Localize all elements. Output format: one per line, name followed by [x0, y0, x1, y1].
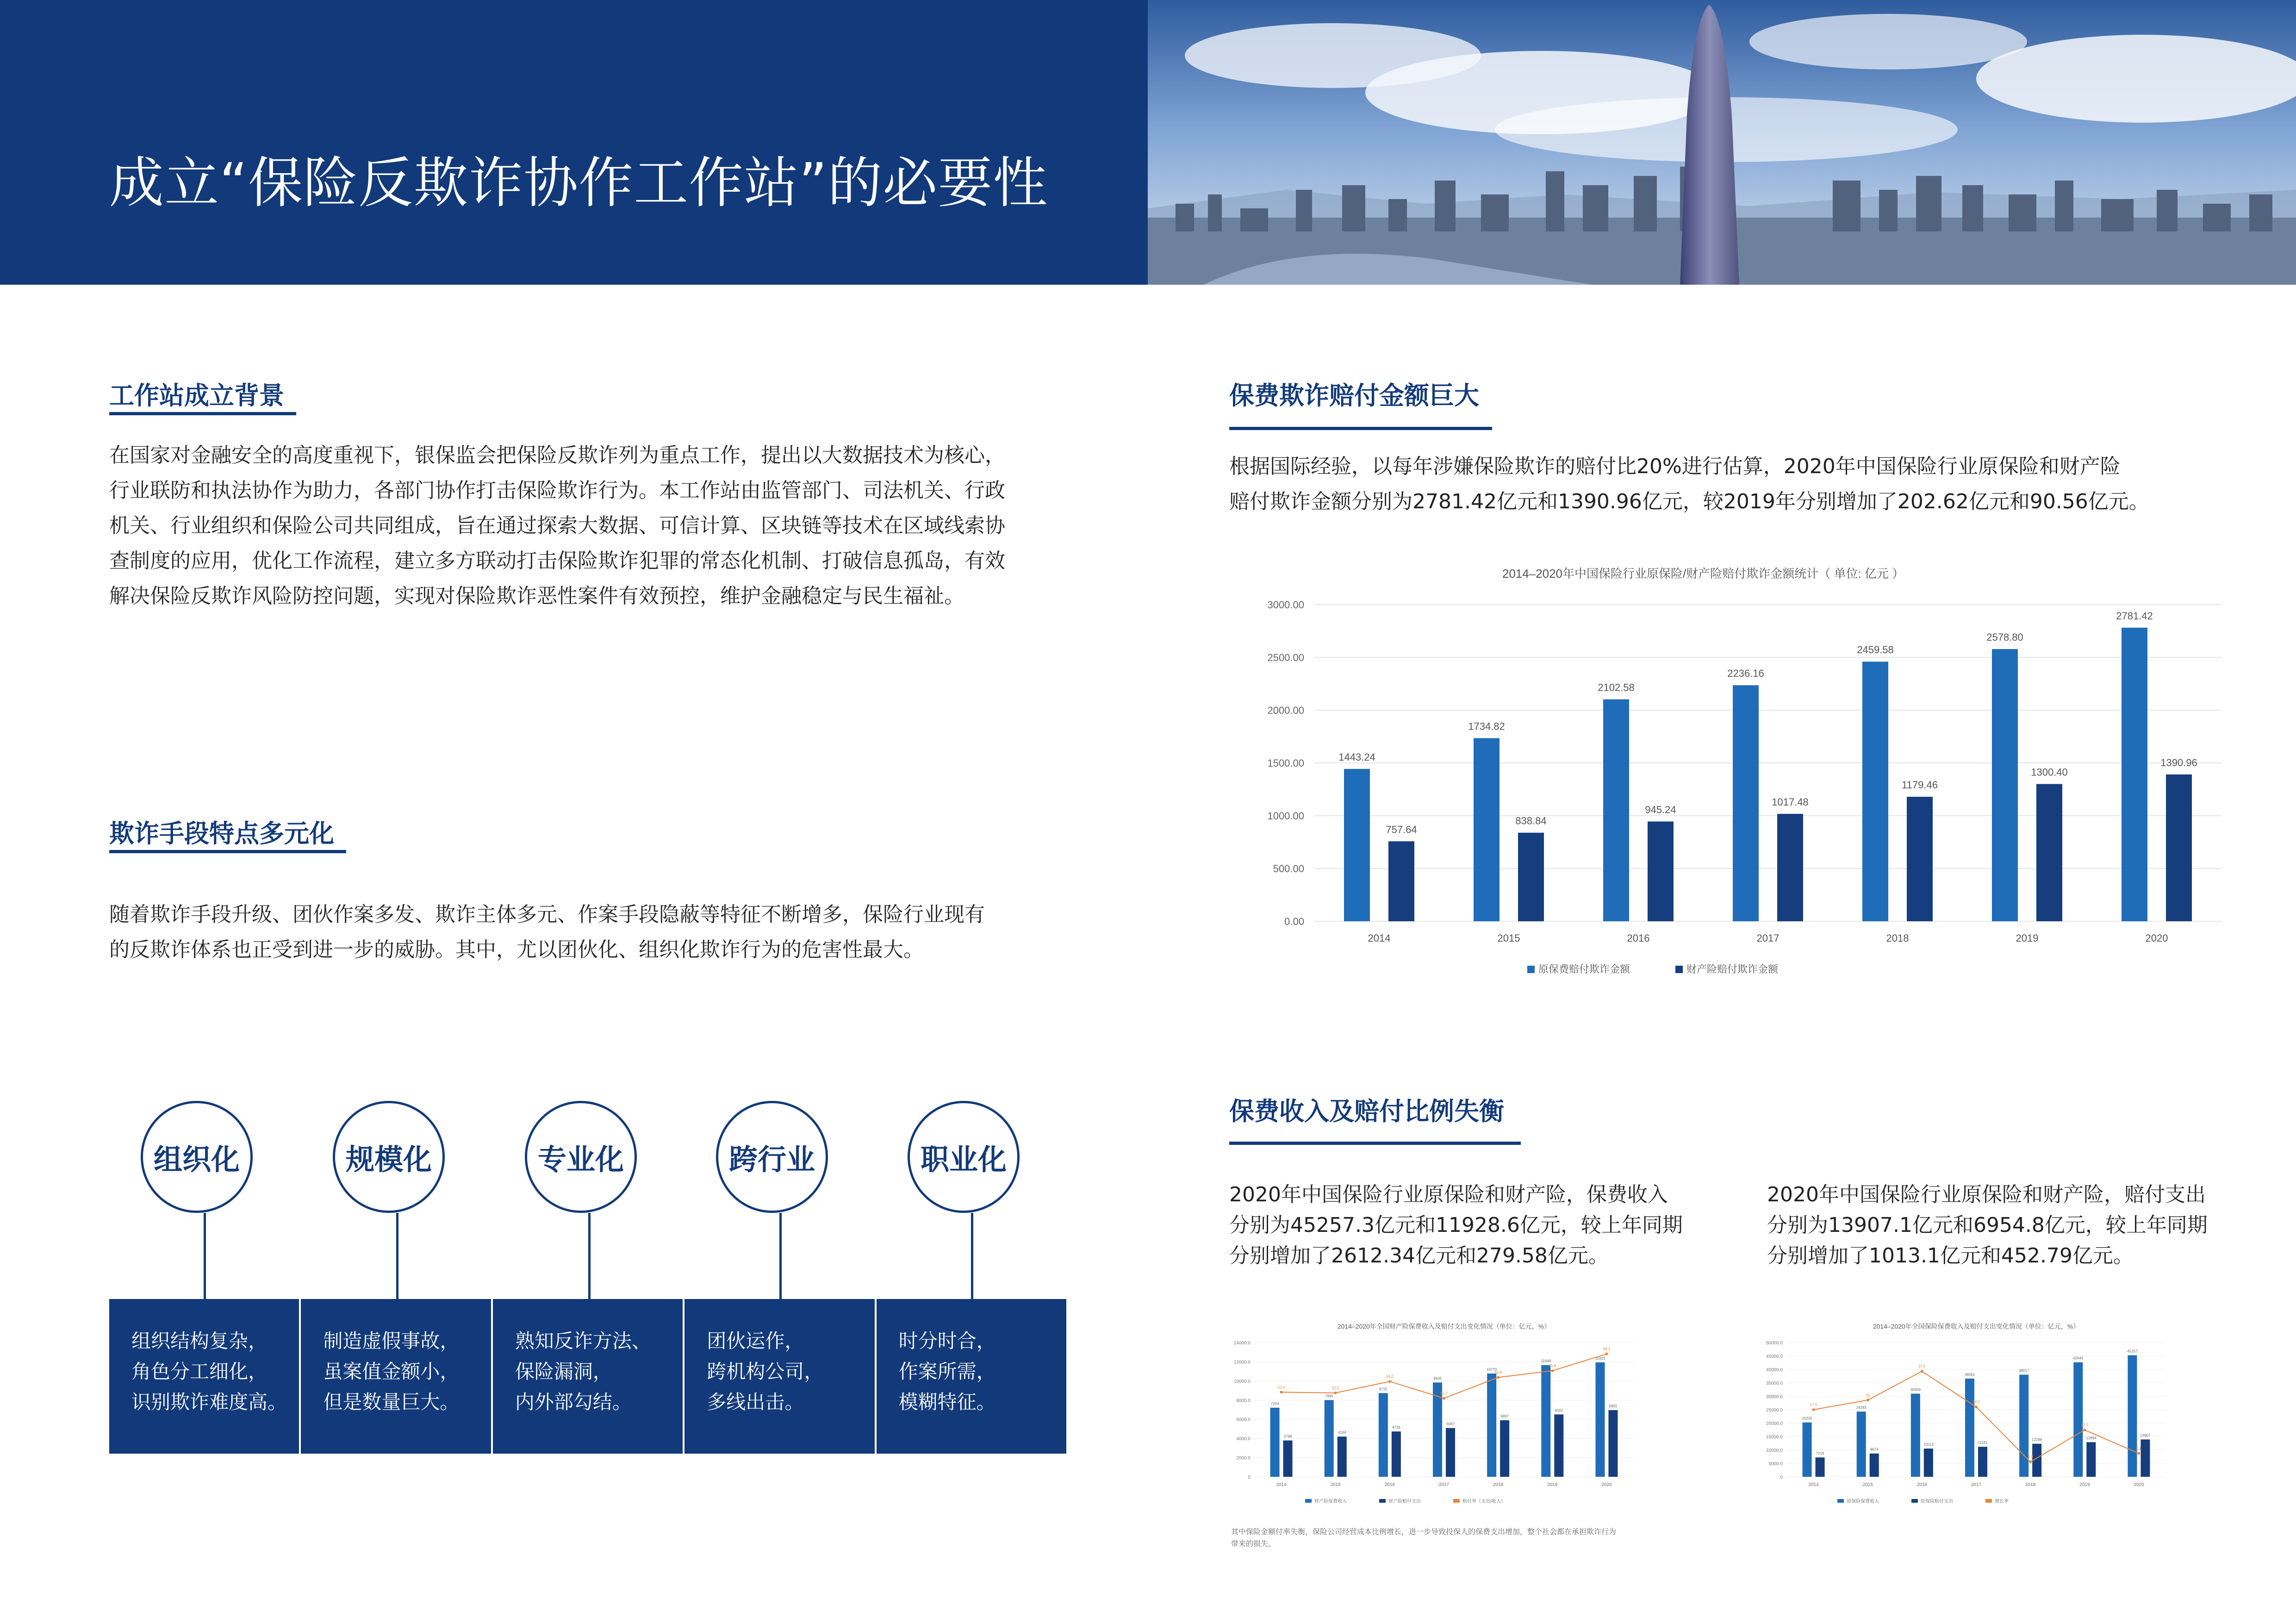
bar-property [1907, 797, 1933, 921]
y-tick-label: 12000.0 [1233, 1360, 1251, 1365]
section-rule [1229, 427, 1492, 430]
bar-payout [1554, 1414, 1563, 1477]
original-insurance-chart [1754, 1315, 2198, 1518]
legend-swatch [1985, 1499, 1992, 1503]
x-tick-label: 2020 [2145, 932, 2168, 944]
y-tick-label: 6000.0 [1236, 1417, 1251, 1423]
rate-point [1388, 1380, 1391, 1383]
rate-label: 54.2 [1386, 1374, 1394, 1379]
data-label: 45257 [2127, 1349, 2138, 1354]
bar-property [1388, 841, 1414, 921]
x-tick-label: 2014 [1276, 1482, 1287, 1487]
section-title-amount: 保费欺诈赔付金额巨大 [1229, 381, 1479, 410]
imbalance-note: 其中保险金额付率失衡，保险公司经营成本比例增长，进一步导致投保人的保费支出增加，整个社会都在承担欺诈行为 带来的损失。 [1231, 1527, 1617, 1548]
y-tick-label: 4000.0 [1236, 1437, 1251, 1442]
x-tick-label: 2020 [2134, 1482, 2144, 1487]
rate-point [2029, 1461, 2032, 1463]
data-label: 757.64 [1386, 824, 1417, 836]
data-label: 8725 [1379, 1387, 1388, 1392]
y-tick-label: 14000.0 [1233, 1341, 1251, 1346]
rate-point [1867, 1399, 1869, 1401]
legend-label: 原保费赔付欺诈金额 [1538, 963, 1630, 975]
data-label: 5087 [1446, 1422, 1455, 1426]
x-tick-label: 2017 [1971, 1482, 1982, 1487]
bar-payout [2140, 1439, 2150, 1477]
data-label: 30959 [1910, 1387, 1921, 1392]
x-tick-label: 2014 [1368, 932, 1391, 944]
x-tick-label: 2016 [1627, 932, 1650, 944]
data-label: 38017 [2019, 1368, 2029, 1373]
x-tick-label: 2019 [2016, 932, 2039, 944]
rate-label: 52.6 [1277, 1385, 1285, 1390]
x-tick-label: 2018 [1886, 932, 1909, 944]
section-rule [109, 850, 346, 853]
feature-circle-cross-industry: 跨行业 [716, 1101, 828, 1213]
rate-point [1280, 1391, 1283, 1393]
data-label: 42645 [2073, 1356, 2084, 1361]
y-tick-label: 15000.0 [1766, 1435, 1783, 1440]
rate-point [1605, 1353, 1608, 1355]
imbalance-right-paragraph: 2020年中国保险行业原保险和财产险，赔付支出 分别为13907.1亿元和6954.8亿元，较上年同期 分别增加了1013.1亿元和452.79亿元。 [1767, 1183, 2208, 1268]
bar-income [1487, 1374, 1496, 1477]
legend-swatch [1305, 1499, 1312, 1503]
bar-income [1965, 1379, 1974, 1477]
chart-title: 2014–2020年全国保险保费收入及赔付支出变化情况（单位：亿元，%） [1873, 1323, 2080, 1330]
data-label: 4726 [1392, 1425, 1400, 1430]
rate-point [1921, 1370, 1923, 1373]
bar-income [2019, 1375, 2028, 1477]
bar-payout [1870, 1454, 1879, 1477]
data-label: 5897 [1500, 1414, 1509, 1418]
bar-income [1325, 1400, 1334, 1477]
data-label: 36581 [1964, 1372, 1975, 1377]
data-label: 1179.46 [1902, 779, 1938, 791]
x-tick-label: 2015 [1862, 1482, 1873, 1487]
x-tick-label: 2016 [1916, 1482, 1927, 1487]
background-paragraph: 在国家对金融安全的高度重视下，银保监会把保险反欺诈列为重点工作，提出以大数据技术为核心， 行业联防和执法协作为助力，各部门协作打击保险欺诈行为。本工作站由监管部门、司法机关、行政 机关、行业组织和保险公司共同组成，旨在通过探索大数据、可信计算、区块链等技术在区域线索协 查制度的应用，优化工作流程，建立多方联动打击保险欺诈犯罪的常态化机制、打破信息孤岛，有效 解决保险反欺诈风险防控问题，实现对保险欺诈恶性案件有效预控，维护金融稳定与民生福祉。 [109, 443, 1005, 608]
y-tick-label: 3000.00 [1267, 599, 1304, 611]
x-tick-label: 2015 [1497, 932, 1520, 944]
bar-property [2166, 775, 2192, 921]
legend-swatch [1675, 966, 1683, 973]
amount-paragraph: 根据国际经验，以每年涉嫌保险欺诈的赔付比20%进行估算，2020年中国保险行业原保险和财产险 赔付欺诈金额分别为2781.42亿元和1390.96亿元，较2019年分别增加了202.62亿元和90.56亿元。 [1229, 455, 2149, 513]
data-label: 6502 [1555, 1408, 1563, 1413]
rate-point [1812, 1408, 1815, 1411]
rate-label: 17.5 [1810, 1403, 1817, 1407]
feature-circle-scaled: 规模化 [333, 1101, 445, 1213]
bar-income [1803, 1423, 1812, 1477]
x-tick-label: 2015 [1330, 1482, 1341, 1487]
bar-income [1541, 1365, 1550, 1477]
legend-label: 原保险保费收入 [1847, 1499, 1879, 1504]
x-tick-label: 2017 [1438, 1482, 1450, 1487]
bar-property [2036, 784, 2062, 921]
property-insurance-chart [1222, 1315, 1666, 1518]
bar-payout [1283, 1441, 1293, 1477]
fraud-amount-bar-chart [1203, 556, 2268, 1000]
chart-title: 2014–2020年全国财产险保费收入及赔付支出变化情况（单位：亿元，%） [1337, 1323, 1551, 1330]
feature-circle-professional: 专业化 [525, 1101, 637, 1213]
data-label: 1300.40 [2031, 766, 2068, 778]
bar-income [1270, 1408, 1280, 1477]
y-tick-label: 10000.0 [1766, 1448, 1783, 1453]
bar-original [1733, 685, 1759, 921]
feature-desc-scaled: 制造虚假事故， 虽案值金额小， 但是数量巨大。 [301, 1299, 492, 1454]
methods-paragraph: 随着欺诈手段升级、团伙作案多发、欺诈主体多元、作案手段隐蔽等特征不断增多，保险行业现有 的反欺诈体系也正受到进一步的威胁。其中，尤以团伙化、组织化欺诈行为的危害性最大。 [109, 903, 985, 962]
y-tick-label: 0 [1248, 1475, 1251, 1480]
y-tick-label: 0 [1780, 1475, 1783, 1480]
legend-label: 财产险保费收入 [1314, 1499, 1347, 1504]
rate-label: 55.8 [1549, 1363, 1556, 1368]
bar-payout [1978, 1447, 1987, 1477]
rate-label: 52.5 [1332, 1386, 1339, 1390]
data-label: 20235 [1802, 1416, 1812, 1421]
rate-point [1975, 1405, 1978, 1408]
legend-label: 赔付率（支出/收入） [1462, 1499, 1506, 1504]
x-tick-label: 2020 [1601, 1482, 1612, 1487]
y-tick-label: 2000.0 [1236, 1455, 1251, 1461]
rate-label: 51.7 [1440, 1391, 1448, 1396]
legend-swatch [1453, 1499, 1460, 1503]
section-title-imbalance: 保费收入及赔付比例失衡 [1229, 1097, 1504, 1126]
y-tick-label: 45000.0 [1766, 1354, 1783, 1359]
y-tick-label: 10000.0 [1233, 1379, 1251, 1384]
feature-desc-occupational: 时分时合， 作案所需， 模糊特征。 [898, 1330, 996, 1413]
rate-point [2137, 1452, 2140, 1455]
x-tick-label: 2014 [1808, 1482, 1819, 1487]
data-label: 1734.82 [1468, 720, 1505, 732]
data-label: 4194 [1338, 1430, 1346, 1435]
data-label: 24283 [1856, 1405, 1867, 1410]
data-label: 2578.80 [1986, 631, 2023, 643]
data-label: 2781.42 [2116, 610, 2153, 622]
bar-property [1518, 833, 1544, 921]
data-label: 11181 [1978, 1441, 1988, 1445]
x-tick-label: 2019 [2079, 1482, 2090, 1487]
data-label: 8674 [1870, 1447, 1879, 1452]
rate-label: 6.1 [2136, 1446, 2141, 1451]
bar-original [1862, 662, 1888, 921]
rate-point [1334, 1392, 1337, 1394]
data-label: 1390.96 [2160, 756, 2197, 768]
data-label: 7995 [1325, 1394, 1333, 1399]
rate-point [1497, 1376, 1500, 1379]
y-tick-label: 2500.00 [1267, 652, 1304, 663]
section-title-background: 工作站成立背景 [109, 381, 284, 410]
page-title: 成立“保险反欺诈协作工作站”的必要性 [109, 151, 1048, 215]
feature-circle-occupational: 职业化 [908, 1101, 1020, 1213]
connector-line [588, 1213, 591, 1299]
data-label: 945.24 [1645, 804, 1676, 816]
y-tick-label: 30000.0 [1766, 1394, 1783, 1399]
connector-line [204, 1213, 206, 1299]
y-tick-label: 0.00 [1284, 916, 1304, 927]
bar-original [2122, 628, 2147, 921]
y-tick-label: 500.00 [1273, 863, 1304, 874]
bar-payout [1338, 1437, 1347, 1477]
bar-property [1648, 821, 1674, 921]
bar-income [1911, 1393, 1920, 1477]
data-label: 12894 [2086, 1436, 2097, 1441]
data-label: 838.84 [1515, 815, 1547, 827]
rate-label: 12.2 [2081, 1423, 2089, 1427]
y-tick-label: 40000.0 [1766, 1368, 1783, 1373]
rate-label: 3.9 [2028, 1455, 2033, 1459]
rate-label: 58.3 [1603, 1347, 1611, 1351]
data-label: 7203 [1270, 1401, 1279, 1406]
rate-point [2083, 1429, 2086, 1431]
section-title-methods: 欺诈手段特点多元化 [109, 819, 334, 848]
imbalance-left-paragraph: 2020年中国保险行业原保险和财产险，保费收入 分别为45257.3亿元和11928.6亿元，较上年同期 分别增加了2612.34亿元和279.58亿元。 [1229, 1183, 1683, 1268]
data-label: 13907 [2140, 1433, 2151, 1438]
y-tick-label: 20000.0 [1766, 1421, 1783, 1426]
feature-desc-professional: 熟知反诈方法、 保险漏洞， 内外部勾结。 [493, 1299, 684, 1454]
bar-payout [1500, 1420, 1509, 1477]
bar-original [1344, 769, 1370, 921]
y-tick-label: 35000.0 [1766, 1381, 1783, 1386]
legend-label: 财产险赔付支出 [1388, 1499, 1421, 1504]
bar-payout [1446, 1428, 1455, 1477]
legend-swatch [1379, 1499, 1386, 1503]
connector-line [396, 1213, 398, 1299]
feature-description-box [109, 1299, 1066, 1454]
feature-desc-cross-industry: 团伙运作， 跨机构公司， 多线出击。 [684, 1299, 876, 1454]
legend-label: 增长率 [1995, 1499, 2009, 1504]
connector-line [779, 1213, 782, 1299]
bar-payout [2086, 1442, 2096, 1477]
legend-label: 财产险赔付欺诈金额 [1686, 963, 1779, 975]
data-label: 2236.16 [1727, 668, 1764, 680]
bar-property [1777, 814, 1803, 921]
y-tick-label: 8000.0 [1236, 1398, 1251, 1404]
feature-circle-organized: 组织化 [141, 1101, 253, 1213]
y-tick-label: 1000.00 [1267, 810, 1304, 822]
x-tick-label: 2018 [1493, 1482, 1504, 1487]
legend-swatch [1837, 1499, 1844, 1503]
city-skyline-photo [1148, 0, 2296, 285]
legend-label: 原保险赔付支出 [1921, 1499, 1953, 1504]
y-tick-label: 50000.0 [1766, 1341, 1783, 1346]
data-label: 1443.24 [1338, 751, 1375, 763]
chart-title: 2014–2020年中国保险行业原保险/财产险赔付欺诈金额统计（ 单位: 亿元 ） [1502, 567, 1904, 581]
feature-desc-organized: 组织结构复杂， 角色分工细化， 识别欺诈难度高。 [109, 1299, 301, 1454]
data-label: 7216 [1816, 1451, 1824, 1456]
bar-income [1595, 1362, 1605, 1477]
bar-payout [1924, 1449, 1933, 1477]
bar-payout [1392, 1431, 1401, 1477]
connector-line [971, 1213, 973, 1299]
data-label: 11649 [1541, 1359, 1551, 1363]
bar-original [1992, 649, 2018, 921]
x-tick-label: 2018 [2025, 1482, 2036, 1487]
rate-label: 54.8 [1494, 1370, 1502, 1375]
legend-swatch [1527, 966, 1535, 973]
x-tick-label: 2019 [1547, 1482, 1558, 1487]
rate-label: 18.2 [1972, 1400, 1980, 1405]
x-tick-label: 2017 [1756, 932, 1780, 944]
data-label: 11929 [1595, 1356, 1605, 1361]
bar-income [2128, 1355, 2137, 1477]
data-label: 6955 [1609, 1404, 1618, 1408]
y-tick-label: 25000.0 [1766, 1408, 1783, 1413]
data-label: 1017.48 [1772, 796, 1809, 808]
legend-swatch [1911, 1499, 1918, 1503]
bar-original [1603, 700, 1629, 921]
section-rule [109, 412, 296, 415]
rate-point [1443, 1397, 1445, 1399]
data-label: 9835 [1433, 1376, 1442, 1381]
bar-income [1857, 1412, 1866, 1477]
bar-income [2073, 1362, 2083, 1477]
data-label: 3788 [1283, 1434, 1292, 1439]
rate-point [1551, 1369, 1554, 1372]
data-label: 2102.58 [1598, 681, 1635, 693]
data-label: 2459.58 [1857, 644, 1894, 656]
data-label: 10513 [1923, 1443, 1934, 1447]
x-tick-label: 2016 [1384, 1482, 1395, 1487]
data-label: 12298 [2032, 1437, 2042, 1442]
rate-label: 27.5 [1918, 1364, 1926, 1369]
rate-label: 20 [1866, 1393, 1870, 1398]
section-rule [1229, 1142, 1521, 1145]
data-label: 10770 [1487, 1367, 1497, 1372]
bar-income [1379, 1393, 1388, 1477]
bar-payout [1608, 1410, 1618, 1477]
bar-payout [1816, 1457, 1825, 1477]
bar-original [1474, 738, 1500, 921]
y-tick-label: 1500.00 [1267, 757, 1304, 769]
y-tick-label: 2000.00 [1267, 705, 1304, 716]
y-tick-label: 5000.0 [1768, 1462, 1783, 1467]
